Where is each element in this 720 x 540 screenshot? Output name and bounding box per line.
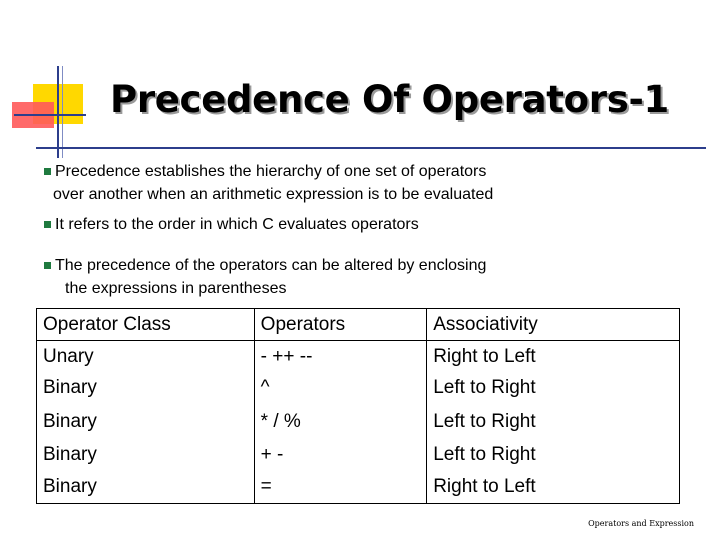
cell-associativity: Left to Right: [427, 439, 680, 470]
cell-operator-class: Unary: [37, 341, 255, 373]
square-bullet-icon: [44, 221, 51, 228]
table-row: [37, 470, 680, 504]
cell-operators: - ++ --: [254, 341, 427, 373]
cell-operators: * / %: [254, 404, 427, 439]
cell-associativity: Right to Left: [427, 341, 680, 373]
decor-horizontal-line: [14, 114, 86, 116]
slide-title: Precedence Of Operators-1: [110, 78, 669, 121]
table-row: [37, 439, 680, 470]
cell-operators: ^: [254, 372, 427, 404]
decor-vertical-line: [57, 66, 59, 158]
cell-operator-class: Binary: [37, 439, 255, 470]
operator-precedence-table: [36, 308, 680, 504]
square-bullet-icon: [44, 168, 51, 175]
table-row: [37, 372, 680, 404]
cell-associativity: Left to Right: [427, 372, 680, 404]
cell-operator-class: Binary: [37, 372, 255, 404]
cell-operators: =: [254, 470, 427, 504]
decor-vertical-line-thin: [62, 66, 63, 158]
bullet-text-continued: the expressions in parentheses: [65, 280, 287, 297]
table-header-row: [37, 309, 680, 341]
table-row: [37, 341, 680, 373]
cell-operator-class: Binary: [37, 470, 255, 504]
bullet-text: The precedence of the operators can be altered by enclosing: [55, 257, 487, 274]
bullet-item: [40, 254, 486, 300]
cell-operators: + -: [254, 439, 427, 470]
cell-associativity: Right to Left: [427, 470, 680, 504]
slide-footer: Operators and Expression: [588, 519, 694, 528]
bullet-item: [40, 213, 419, 236]
cell-associativity: Left to Right: [427, 404, 680, 439]
bullet-text-continued: over another when an arithmetic expression is to be evaluated: [53, 186, 494, 203]
header-associativity: Associativity: [427, 309, 680, 341]
cell-operator-class: Binary: [37, 404, 255, 439]
bullet-text: Precedence establishes the hierarchy of one set of operators: [55, 163, 487, 180]
table-row: [37, 404, 680, 439]
header-operator-class: Operator Class: [37, 309, 255, 341]
bullet-text: It refers to the order in which C evaluates operators: [55, 216, 419, 233]
title-rule: [36, 147, 706, 149]
bullet-item: [40, 160, 493, 206]
square-bullet-icon: [44, 262, 51, 269]
header-operators: Operators: [254, 309, 427, 341]
